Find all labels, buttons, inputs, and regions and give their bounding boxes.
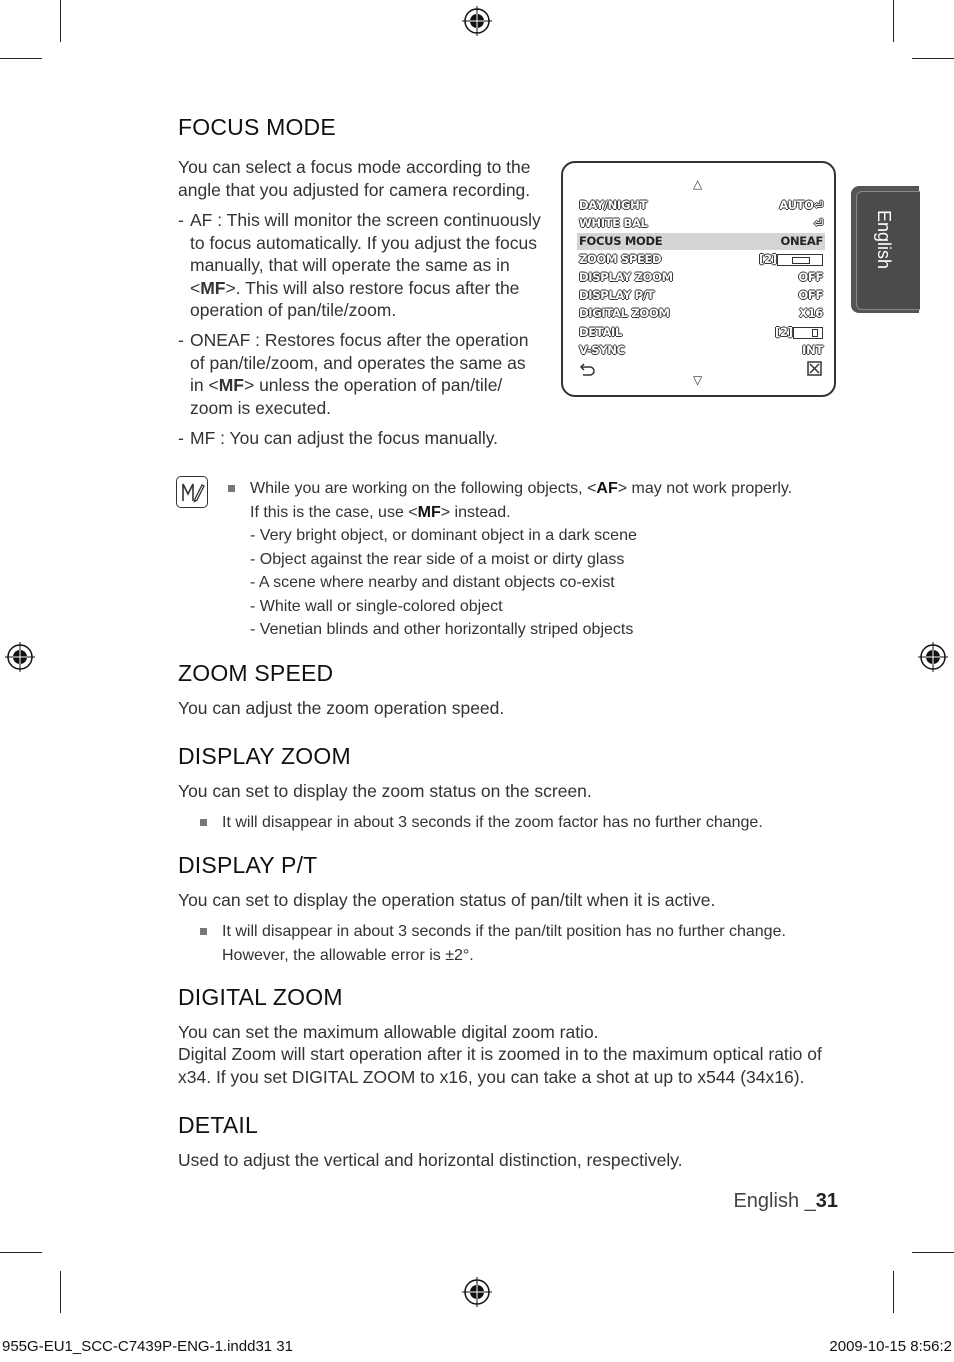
section-title-zoom-speed: ZOOM SPEED bbox=[178, 660, 334, 686]
page-number: English _31 bbox=[733, 1190, 838, 1212]
crop-mark bbox=[0, 1252, 42, 1253]
section-title-display-zoom: DISPLAY ZOOM bbox=[178, 743, 351, 769]
bullet-square bbox=[200, 819, 207, 826]
digital-zoom-line1: You can set the maximum allowable digital zoom ratio. bbox=[178, 1022, 599, 1042]
exit-icon bbox=[807, 361, 822, 376]
section-title-focus-mode: FOCUS MODE bbox=[178, 114, 336, 140]
list-item: - White wall or single-colored object bbox=[250, 597, 503, 615]
focus-mode-item-af: - AF : This will monitor the screen continuously to focus automatically. If you adjust the focus manually, that will operate the same as in <MF>. This will also restore focus after the operation of pan/tile/zoom. bbox=[178, 210, 541, 320]
registration-mark-icon bbox=[462, 1277, 492, 1307]
crop-mark bbox=[912, 1252, 954, 1253]
osd-row-detail: DETAIL [2] bbox=[577, 324, 825, 341]
enter-icon: ⏎ bbox=[813, 198, 823, 212]
bullet-square bbox=[228, 485, 235, 492]
osd-row-display-zoom: DISPLAY ZOOM OFF bbox=[579, 270, 823, 284]
list-item: - Object against the rear side of a moist or dirty glass bbox=[250, 550, 625, 568]
focus-mode-item-oneaf: - ONEAF : Restores focus after the operation of pan/tile/zoom, and operates the same as in <MF> unless the operation of pan/tile/ zoom is executed. bbox=[178, 330, 529, 418]
list-item: - Venetian blinds and other horizontally striped objects bbox=[250, 621, 634, 638]
display-pt-text: You can set to display the operation status of pan/tilt when it is active. bbox=[178, 890, 716, 910]
display-zoom-text: You can set to display the zoom status on the screen. bbox=[178, 781, 592, 801]
crop-mark bbox=[912, 58, 954, 59]
focus-note: While you are working on the following objects, <AF> may not work properly. If this is the case, use <MF> instead. - Very bright object, or dominant object in a dark scene - Object against the rear side of a moist or dirty glass - A scene where nearby and distant objects co-exist - White wall or single-colored object - Venetian blinds and other horizontally striped objects bbox=[228, 477, 828, 642]
detail-slider bbox=[793, 327, 823, 339]
display-zoom-note: It will disappear in about 3 seconds if the zoom factor has no further change. bbox=[200, 811, 840, 835]
note-icon bbox=[176, 476, 208, 508]
osd-row-white-bal: WHITE BAL ⏎ bbox=[579, 216, 823, 230]
osd-row-v-sync: V-SYNC INT bbox=[579, 343, 823, 357]
section-title-display-pt: DISPLAY P/T bbox=[178, 852, 318, 878]
zoom-speed-slider bbox=[777, 254, 823, 266]
language-tab-label: English bbox=[874, 210, 894, 270]
detail-text: Used to adjust the vertical and horizontal distinction, respectively. bbox=[178, 1150, 683, 1170]
digital-zoom-line2: Digital Zoom will start operation after it is zoomed in to the maximum optical ratio of x34. If you set DIGITAL ZOOM to x16, you can take a shot at up to x544 (34x16). bbox=[178, 1044, 822, 1087]
osd-row-display-pt: DISPLAY P/T OFF bbox=[579, 288, 823, 302]
scroll-up-icon: △ bbox=[693, 177, 703, 191]
osd-row-focus-mode: FOCUS MODE ONEAF bbox=[579, 234, 823, 248]
crop-mark bbox=[893, 0, 894, 42]
list-item: - A scene where nearby and distant objects co-exist bbox=[250, 574, 615, 591]
zoom-speed-slider-fill bbox=[792, 257, 810, 264]
crop-mark bbox=[60, 1271, 61, 1313]
bullet-square bbox=[200, 928, 207, 935]
section-title-digital-zoom: DIGITAL ZOOM bbox=[178, 984, 343, 1010]
scroll-down-icon: ▽ bbox=[693, 373, 703, 387]
list-item: - Very bright object, or dominant object in a dark scene bbox=[250, 527, 637, 544]
display-pt-note: It will disappear in about 3 seconds if the pan/tilt position has no further change. However, the allowable error is ±2°. bbox=[200, 920, 840, 967]
detail-slider-fill bbox=[812, 329, 818, 337]
back-icon bbox=[579, 361, 597, 377]
registration-mark-icon bbox=[462, 6, 492, 36]
section-title-detail: DETAIL bbox=[178, 1112, 259, 1138]
focus-mode-item-mf: - MF : You can adjust the focus manually. bbox=[178, 428, 499, 448]
zoom-speed-text: You can adjust the zoom operation speed. bbox=[178, 698, 505, 718]
enter-icon: ⏎ bbox=[813, 216, 823, 230]
registration-mark-icon bbox=[5, 642, 35, 672]
osd-row-day-night: DAY/NIGHT AUTO⏎ bbox=[579, 198, 823, 212]
slug-left: 955G-EU1_SCC-C7439P-ENG-1.indd31 31 bbox=[2, 1338, 293, 1355]
osd-row-digital-zoom: DIGITAL ZOOM X16 bbox=[579, 306, 823, 320]
osd-row-zoom-speed: ZOOM SPEED [2] bbox=[577, 251, 825, 268]
focus-mode-intro: You can select a focus mode according to the angle that you adjusted for camera recording. bbox=[178, 157, 531, 200]
osd-menu bbox=[561, 161, 836, 397]
slug-right: 2009-10-15 8:56:2 bbox=[829, 1338, 952, 1355]
registration-mark-icon bbox=[918, 642, 948, 672]
crop-mark bbox=[893, 1271, 894, 1313]
crop-mark bbox=[0, 58, 42, 59]
crop-mark bbox=[60, 0, 61, 42]
